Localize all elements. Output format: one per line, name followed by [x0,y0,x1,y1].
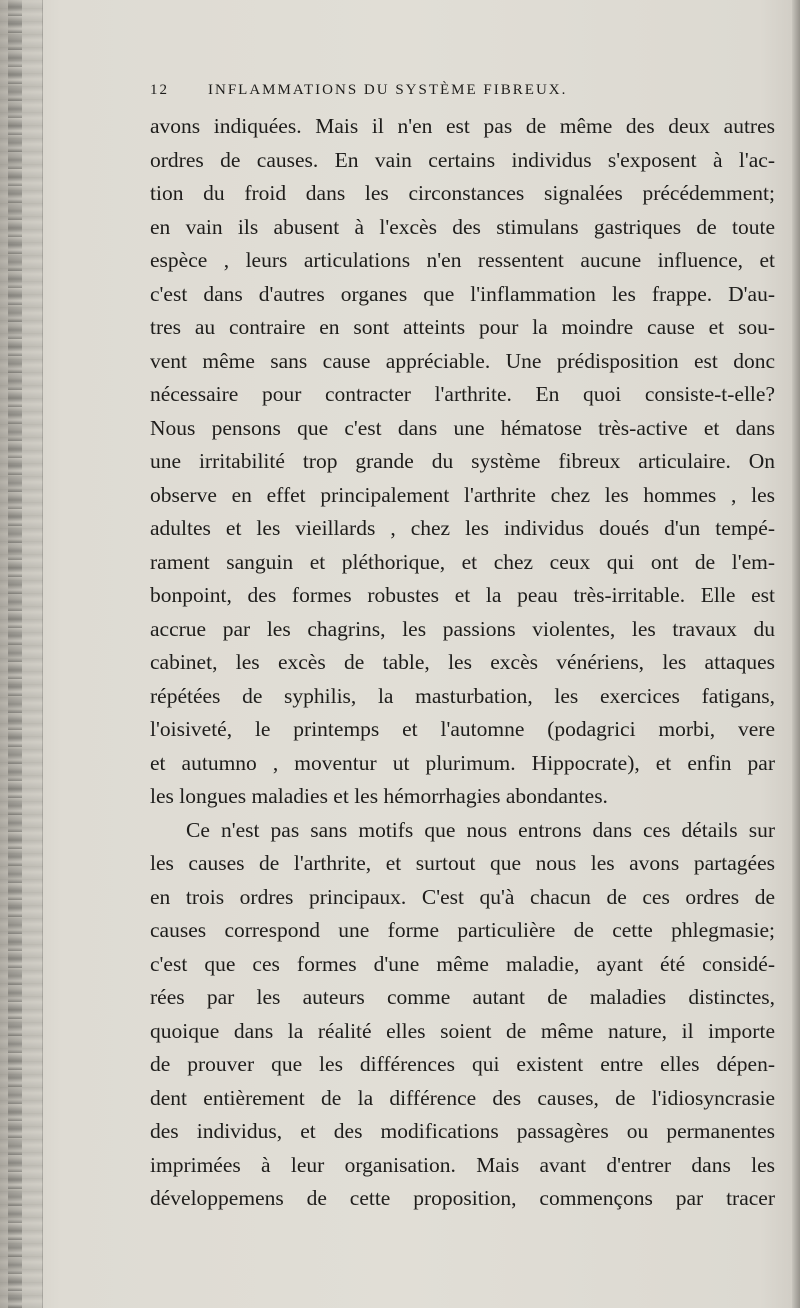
running-title: INFLAMMATIONS DU SYSTÈME FIBREUX. [208,82,568,98]
text-line: accrue par les chagrins, les passions violentes, les travaux du [150,616,775,641]
text-line: et autumno , moventur ut plurimum. Hippocrate), et enfin par [150,750,775,775]
text-line: de prouver que les différences qui existent entre elles dépen- [150,1052,775,1076]
text-line: causes correspond une forme particulière de cette phlegmasie; [150,918,775,942]
text-line: c'est que ces formes d'une même maladie, ayant été considé- [150,951,775,976]
text-line: tres au contraire en sont atteints pour la moindre cause et sou- [150,315,775,339]
text-line: tion du froid dans les circonstances signalées précédemment; [150,181,775,205]
text-line: cabinet, les excès de table, les excès vénériens, les attaques [150,650,775,674]
text-line: vent même sans cause appréciable. Une prédisposition est donc [150,348,775,373]
text-line: rament sanguin et pléthorique, et chez ceux qui ont de l'em- [150,549,775,574]
text-line: adultes et les vieillards , chez les individus doués d'un tempé- [150,516,775,540]
running-header [150,82,695,106]
text-line: en trois ordres principaux. C'est qu'à chacun de ces ordres de [150,884,775,909]
paragraph-first-line: Ce n'est pas sans motifs que nous entrons dans ces détails sur [186,817,775,842]
text-line: imprimées à leur organisation. Mais avant d'entrer dans les [150,1152,775,1177]
text-line: des individus, et des modifications passagères ou permanentes [150,1119,775,1143]
text-line: Nous pensons que c'est dans une hématose très-active et dans [150,415,775,440]
text-line: développemens de cette proposition, commençons par tracer [150,1186,775,1210]
page-number: 12 [150,82,169,98]
text-line: en vain ils abusent à l'excès des stimulans gastriques de toute [150,214,775,239]
body-text [150,110,775,1216]
text-line: dent entièrement de la différence des causes, de l'idiosyncrasie [150,1085,775,1110]
text-line: ordres de causes. En vain certains individus s'exposent à l'ac- [150,147,775,172]
text-line: observe en effet principalement l'arthrite chez les hommes , les [150,482,775,507]
text-line: c'est dans d'autres organes que l'inflammation les frappe. D'au- [150,281,775,306]
text-line: l'oisiveté, le printemps et l'automne (podagrici morbi, vere [150,717,775,741]
text-line: répétées de syphilis, la masturbation, les exercices fatigans, [150,683,775,708]
paragraph-last-line: les longues maladies et les hémorrhagies abondantes. [150,784,608,808]
text-line: nécessaire pour contracter l'arthrite. En quoi consiste-t-elle? [150,382,775,406]
text-line: espèce , leurs articulations n'en ressentent aucune influence, et [150,248,775,272]
text-line: rées par les auteurs comme autant de maladies distinctes, [150,985,775,1009]
book-binding-edge [0,0,43,1308]
text-line: les causes de l'arthrite, et surtout que nous les avons partagées [150,851,775,875]
page-right-edge [792,0,800,1308]
text-line: bonpoint, des formes robustes et la peau très-irritable. Elle est [150,583,775,607]
text-line: une irritabilité trop grande du système fibreux articulaire. On [150,449,775,473]
text-line: quoique dans la réalité elles soient de même nature, il importe [150,1018,775,1043]
text-line: avons indiquées. Mais il n'en est pas de même des deux autres [150,114,775,138]
